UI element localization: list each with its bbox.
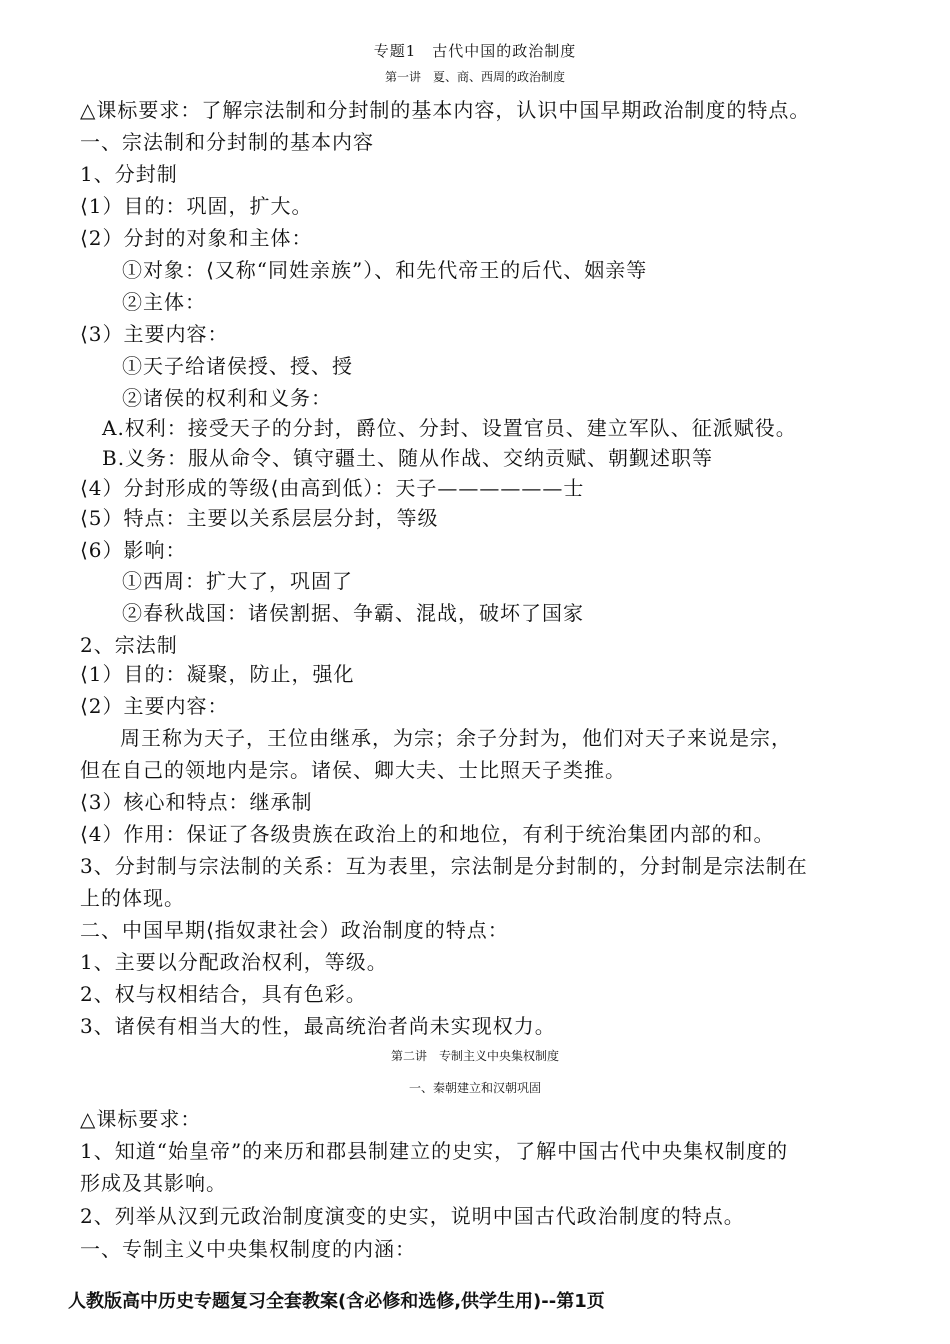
curriculum-requirement: △课标要求： <box>80 1107 202 1131</box>
text-line: ⟨6）影响： <box>80 538 187 562</box>
text-line: ①西周：扩大了，巩固了 <box>122 569 353 593</box>
text-line: 2、权与权相结合，具有色彩。 <box>80 982 367 1006</box>
text-line: ⟨4）分封形成的等级⟨由高到低）：天子——————士 <box>80 476 585 500</box>
text-line: ②主体： <box>122 290 206 314</box>
text-line: B.义务：服从命令、镇守疆土、随从作战、交纳贡赋、朝觐述职等 <box>102 446 714 470</box>
text-line: ②诸侯的权利和义务： <box>122 386 332 410</box>
section-heading: 一、宗法制和分封制的基本内容 <box>80 130 374 154</box>
text-line: 3、分封制与宗法制的关系：互为表里，宗法制是分封制的，分封制是宗法制在 <box>80 854 808 878</box>
text-line: ①天子给诸侯授、授、授 <box>122 354 353 378</box>
text-line: 1、知道“始皇帝”的来历和郡县制建立的史实，了解中国古代中央集权制度的 <box>80 1139 789 1163</box>
text-line: ①对象：⟨又称“同姓亲族”）、和先代帝王的后代、姻亲等 <box>122 258 648 282</box>
text-line: ⟨2）主要内容： <box>80 694 229 718</box>
lecture2-subtitle: 一、秦朝建立和汉朝巩固 <box>408 1081 541 1095</box>
text-line: 周王称为天子，王位由继承，为宗；余子分封为，他们对天子来说是宗， <box>120 726 792 750</box>
subsection-heading: 2、宗法制 <box>80 633 178 657</box>
text-line: ⟨3）核心和特点：继承制 <box>80 790 313 814</box>
text-line: ⟨5）特点：主要以关系层层分封，等级 <box>80 506 439 530</box>
section-heading: 二、中国早期⟨指奴隶社会）政治制度的特点： <box>80 918 509 942</box>
text-line: 上的体现。 <box>80 886 185 910</box>
lecture1-title: 第一讲 夏、商、西周的政治制度 <box>384 70 565 84</box>
text-line: ⟨2）分封的对象和主体： <box>80 226 313 250</box>
text-line: ⟨4）作用：保证了各级贵族在政治上的和地位，有利于统治集团内部的和。 <box>80 822 775 846</box>
text-line: ⟨1）目的：凝聚，防止，强化 <box>80 662 355 686</box>
topic-header: 专题1 古代中国的政治制度 <box>373 42 577 60</box>
text-line: ②春秋战国：诸侯割据、争霸、混战，破坏了国家 <box>122 601 584 625</box>
text-line: 1、主要以分配政治权利，等级。 <box>80 950 388 974</box>
lecture2-title: 第二讲 专制主义中央集权制度 <box>390 1049 559 1063</box>
text-line: 2、列举从汉到元政治制度演变的史实，说明中国古代政治制度的特点。 <box>80 1204 745 1228</box>
text-line: 形成及其影响。 <box>80 1171 227 1195</box>
subsection-heading: 1、分封制 <box>80 162 178 186</box>
text-line: ⟨3）主要内容： <box>80 322 229 346</box>
page-footer: 人教版高中历史专题复习全套教案(含必修和选修,供学生用)--第1页 <box>68 1291 605 1312</box>
text-line: ⟨1）目的：巩固，扩大。 <box>80 194 313 218</box>
curriculum-requirement: △课标要求：了解宗法制和分封制的基本内容，认识中国早期政治制度的特点。 <box>80 98 811 122</box>
text-line: 但在自己的领地内是宗。诸侯、卿大夫、士比照天子类推。 <box>80 758 626 782</box>
text-line: A.权利：接受天子的分封，爵位、分封、设置官员、建立军队、征派赋役。 <box>102 416 797 440</box>
section-heading: 一、专制主义中央集权制度的内涵： <box>80 1237 416 1261</box>
text-line: 3、诸侯有相当大的性，最高统治者尚未实现权力。 <box>80 1014 556 1038</box>
